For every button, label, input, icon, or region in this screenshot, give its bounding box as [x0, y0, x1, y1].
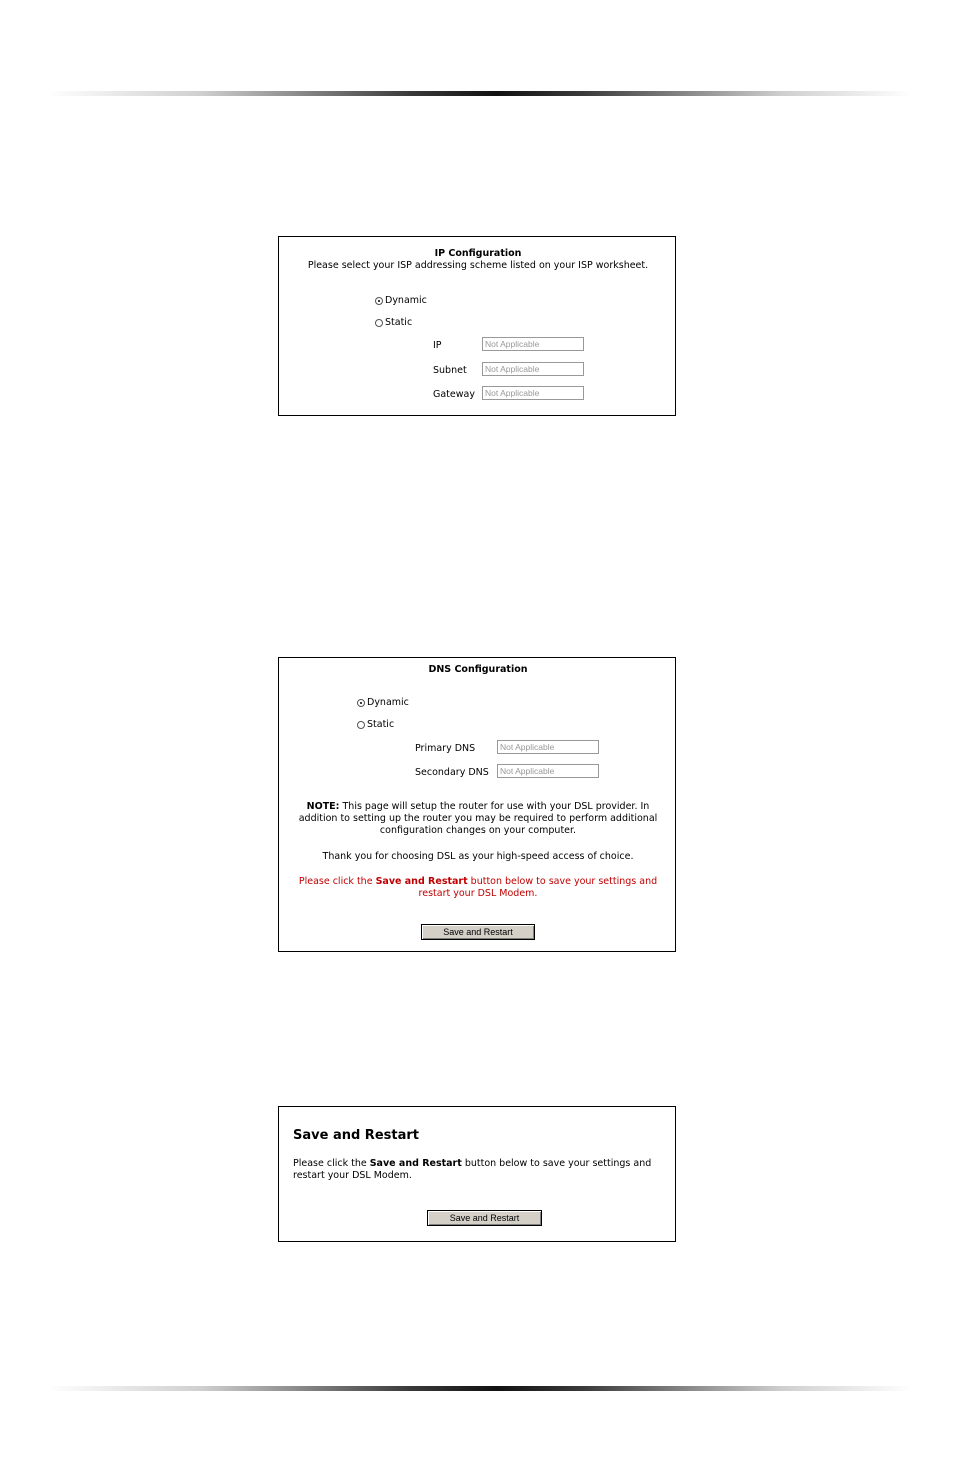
thanks-text: Thank you for choosing DSL as your high-speed access of choice.: [322, 851, 634, 862]
save-restart-text: [293, 1158, 651, 1182]
ip-config-subtitle: Please select your ISP addressing scheme listed on your ISP worksheet.: [307, 260, 649, 271]
dns-config-title: DNS Configuration: [428, 664, 528, 675]
dns-configuration-panel: [278, 657, 676, 952]
instruction-line-2: restart your DSL Modem.: [418, 888, 538, 899]
text-bold: Save and Restart: [369, 1158, 462, 1169]
text-line-2: restart your DSL Modem.: [293, 1170, 412, 1181]
ip-field-label: IP: [433, 340, 442, 351]
note-line-2: addition to setting up the router you may be required to perform additional: [298, 813, 658, 824]
top-divider: [46, 91, 912, 96]
dns-static-label: Static: [367, 719, 395, 730]
dns-static-radio[interactable]: [357, 719, 394, 730]
gateway-input[interactable]: Not Applicable: [482, 386, 584, 400]
radio-unselected-icon: [375, 319, 383, 327]
ip-dynamic-label: Dynamic: [385, 295, 427, 306]
radio-selected-icon: [375, 297, 383, 305]
save-restart-panel: [278, 1106, 676, 1242]
primary-dns-label: Primary DNS: [415, 743, 476, 754]
ip-input[interactable]: Not Applicable: [482, 337, 584, 351]
ip-config-title: IP Configuration: [434, 248, 522, 259]
note-line-3: configuration changes on your computer.: [379, 825, 577, 836]
ip-dynamic-radio[interactable]: [375, 295, 427, 306]
text-pre: Please click the: [293, 1158, 370, 1169]
instruction-post: button below to save your settings and: [467, 876, 658, 887]
save-and-restart-button[interactable]: Save and Restart: [427, 1210, 542, 1226]
instruction-pre: Please click the: [298, 876, 376, 887]
save-instruction: [279, 876, 677, 900]
text-post: button below to save your settings and: [461, 1158, 652, 1169]
dns-dynamic-radio[interactable]: [357, 697, 409, 708]
note-label: NOTE:: [306, 801, 340, 812]
gateway-field-label: Gateway: [433, 389, 475, 400]
note-line-1: This page will setup the router for use with your DSL provider. In: [342, 801, 650, 812]
subnet-input[interactable]: Not Applicable: [482, 362, 584, 376]
radio-unselected-icon: [357, 721, 365, 729]
instruction-bold: Save and Restart: [375, 876, 468, 887]
dns-note: [279, 801, 677, 837]
save-restart-heading: Save and Restart: [293, 1128, 419, 1143]
subnet-field-label: Subnet: [433, 365, 467, 376]
dns-dynamic-label: Dynamic: [367, 697, 409, 708]
radio-selected-icon: [357, 699, 365, 707]
bottom-divider: [46, 1386, 912, 1391]
save-and-restart-button[interactable]: Save and Restart: [421, 924, 535, 940]
ip-configuration-panel: [278, 236, 676, 416]
secondary-dns-input[interactable]: Not Applicable: [497, 764, 599, 778]
ip-static-radio[interactable]: [375, 317, 412, 328]
secondary-dns-label: Secondary DNS: [415, 767, 489, 778]
ip-static-label: Static: [385, 317, 413, 328]
primary-dns-input[interactable]: Not Applicable: [497, 740, 599, 754]
